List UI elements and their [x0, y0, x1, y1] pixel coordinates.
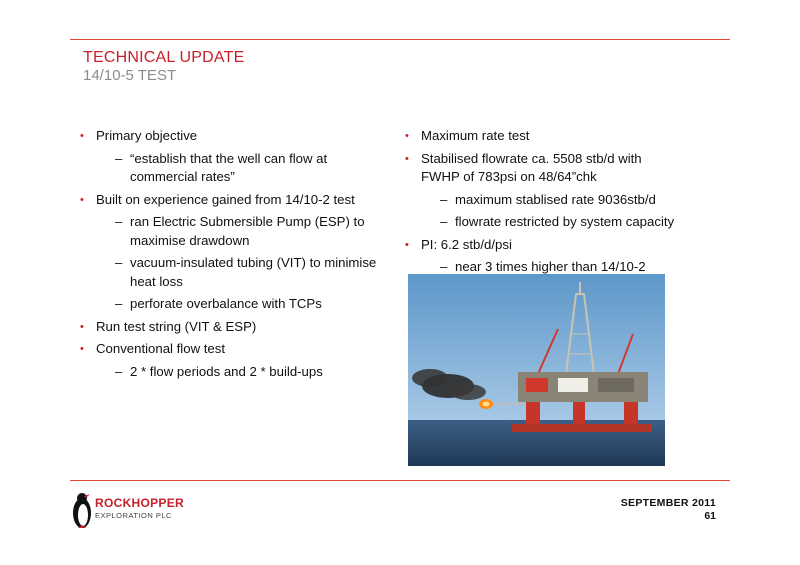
slide-title: TECHNICAL UPDATE — [83, 49, 245, 66]
logo-tagline: EXPLORATION PLC — [95, 511, 172, 520]
slide-subtitle: 14/10-5 TEST — [83, 67, 177, 84]
bullet-built-on-experience: • Built on experience gained from 14/10-2 test — [80, 191, 380, 210]
left-column — [80, 127, 380, 385]
sub-bullet: – vacuum-insulated tubing (VIT) to minimise heat loss — [115, 255, 377, 289]
sub-bullet: – ran Electric Submersible Pump (ESP) to maximise drawdown — [115, 214, 365, 248]
drilling-rig-photo — [408, 274, 665, 466]
bullet-primary-objective: • Primary objective — [80, 127, 380, 146]
bullet-conventional-flow-test: • Conventional flow test — [80, 340, 380, 359]
sub-bullet: – flowrate restricted by system capacity — [440, 214, 675, 229]
sub-bullet: – perforate overbalance with TCPs — [115, 296, 322, 311]
bullet-pi: • PI: 6.2 stb/d/psi — [405, 236, 735, 255]
penguin-icon — [70, 489, 94, 531]
sub-bullet: – maximum stablised rate 9036stb/d — [440, 191, 656, 207]
bullet-stabilised-flowrate: • Stabilised flowrate ca. 5508 stb/d with FWHP of 783psi on 48/64”chk — [405, 150, 681, 187]
footer-rule — [70, 480, 730, 481]
sub-bullet: – near 3 times higher than 14/10-2 — [440, 259, 646, 274]
bullet-run-test-string: • Run test string (VIT & ESP) — [80, 318, 380, 337]
footer-date: SEPTEMBER 2011 — [620, 497, 716, 509]
page-number: 61 — [704, 510, 716, 522]
sub-bullet: – 2 * flow periods and 2 * build-ups — [115, 363, 323, 379]
bullet-maximum-rate-test: • Maximum rate test — [405, 127, 735, 146]
logo-name: ROCKHOPPER — [95, 496, 185, 510]
header-rule — [70, 39, 730, 40]
right-column — [405, 127, 735, 281]
sub-bullet: – “establish that the well can flow at commercial rates” — [115, 150, 328, 184]
